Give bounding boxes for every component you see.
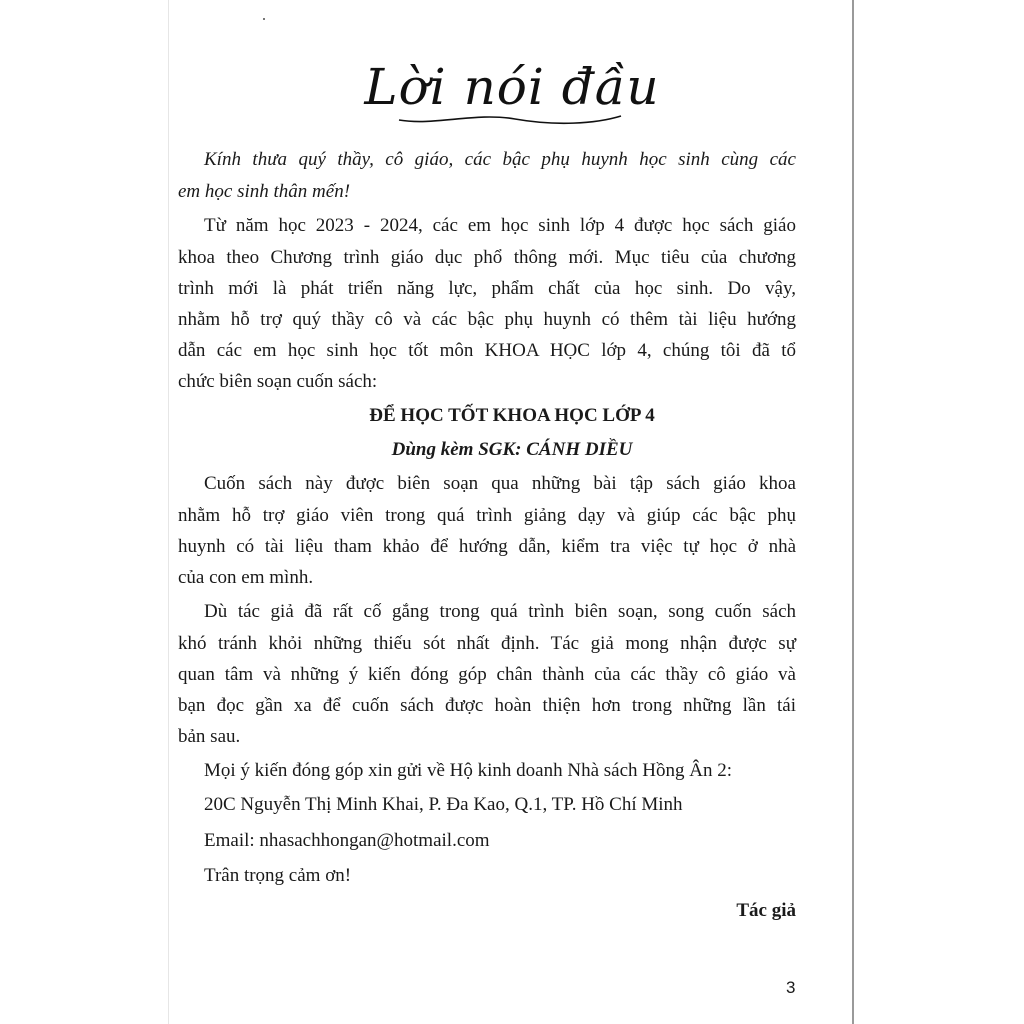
paragraph1-line-2: khoa theo Chương trình giáo dục phổ thông mới. Mục tiêu của chương xyxy=(178,247,796,268)
contact-address: 20C Nguyễn Thị Minh Khai, P. Đa Kao, Q.1, TP. Hồ Chí Minh xyxy=(204,794,683,815)
closing-thanks: Trân trọng cảm ơn! xyxy=(204,865,352,886)
book-title: ĐỂ HỌC TỐT KHOA HỌC LỚP 4 xyxy=(369,405,655,426)
book-subtitle: Dùng kèm SGK: CÁNH DIỀU xyxy=(391,439,633,460)
greeting-line-1: Kính thưa quý thầy, cô giáo, các bậc phụ huynh học sinh cùng các xyxy=(204,149,796,170)
paragraph1-line-1: Từ năm học 2023 - 2024, các em học sinh lớp 4 được học sách giáo xyxy=(204,215,796,236)
paragraph2-line-2: nhằm hỗ trợ giáo viên trong quá trình giảng dạy và giúp các bậc phụ xyxy=(178,505,796,526)
page-shadow-left xyxy=(168,0,169,1024)
contact-email: Email: nhasachhongan@hotmail.com xyxy=(204,830,490,851)
paragraph3-line-2: khó tránh khỏi những thiếu sót nhất định. Tác giả mong nhận được sự xyxy=(178,633,796,654)
paragraph2-line-1: Cuốn sách này được biên soạn qua những bài tập sách giáo khoa xyxy=(204,473,796,494)
paragraph3-line-4: bạn đọc gần xa để cuốn sách được hoàn thiện hơn trong những lần tái xyxy=(178,695,796,716)
paragraph3-line-5: bản sau. xyxy=(178,726,241,747)
greeting-line-2: em học sinh thân mến! xyxy=(178,181,351,202)
paragraph1-line-5: dẫn các em học sinh học tốt môn KHOA HỌC lớp 4, chúng tôi đã tổ xyxy=(178,340,796,361)
paragraph1-line-4: nhằm hỗ trợ quý thầy cô và các bậc phụ huynh có thêm tài liệu hướng xyxy=(178,309,796,330)
page-edge-right xyxy=(852,0,854,1024)
speck xyxy=(263,18,265,20)
paragraph1-line-3: trình mới là phát triển năng lực, phẩm chất của học sinh. Do vậy, xyxy=(178,278,796,299)
author-signature: Tác giả xyxy=(736,900,796,921)
page-number: 3 xyxy=(786,978,796,997)
paragraph3-line-1: Dù tác giả đã rất cố gắng trong quá trình biên soạn, song cuốn sách xyxy=(204,601,796,622)
title-flourish xyxy=(395,110,625,126)
paragraph2-line-3: huynh có tài liệu tham khảo để hướng dẫn, kiểm tra việc tự học ở nhà xyxy=(178,536,796,557)
page-title: Lời nói đầu xyxy=(364,58,660,116)
contact-intro: Mọi ý kiến đóng góp xin gửi về Hộ kinh doanh Nhà sách Hồng Ân 2: xyxy=(204,760,732,781)
paragraph2-line-4: của con em mình. xyxy=(178,567,314,588)
paragraph1-line-6: chức biên soạn cuốn sách: xyxy=(178,371,378,392)
paragraph3-line-3: quan tâm và những ý kiến đóng góp chân thành của các thầy cô giáo và xyxy=(178,664,796,685)
